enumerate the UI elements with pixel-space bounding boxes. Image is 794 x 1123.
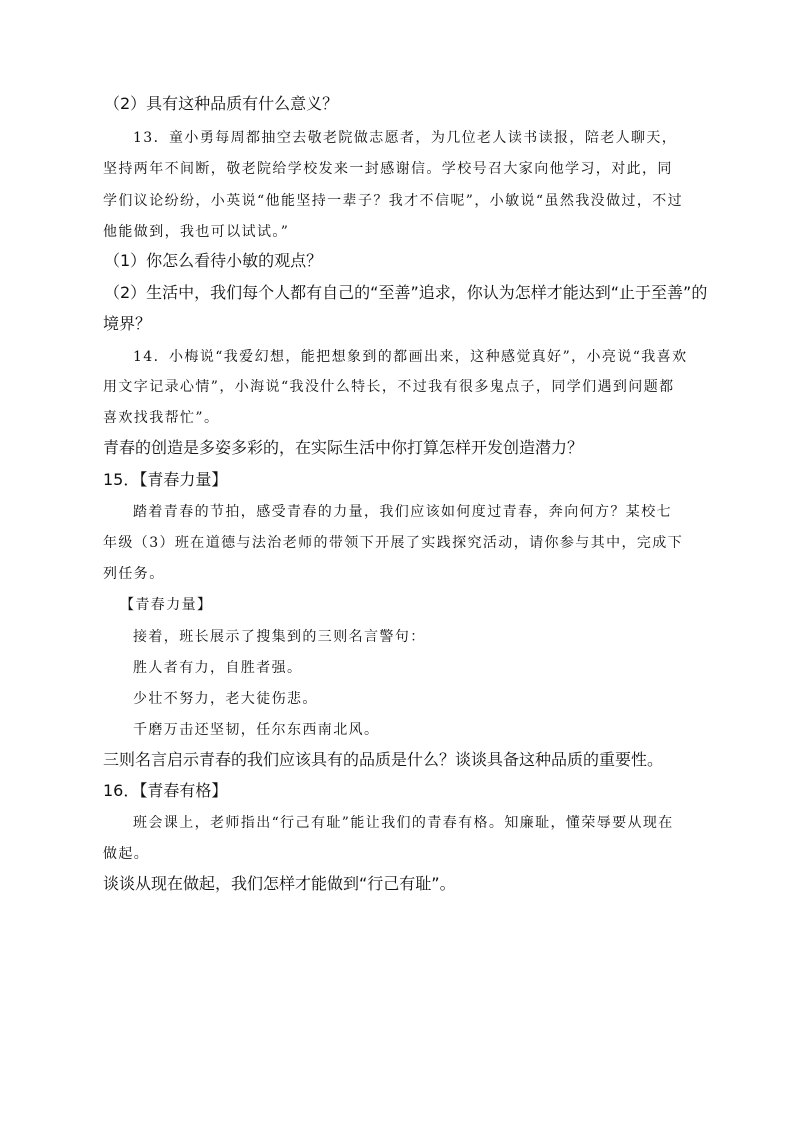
q13-line3: 学们议论纷纷，小英说“他能坚持一辈子？我才不信呢”，小敏说“虽然我没做过，不过 bbox=[103, 193, 684, 209]
q14-line1: 14．小梅说“我爱幻想，能把想象到的都画出来，这种感觉真好”，小亮说“我喜欢 bbox=[133, 349, 688, 365]
q13-sub2-line1: （2）生活中，我们每个人都有自己的“至善”追求，你认为怎样才能达到“止于至善”的 bbox=[104, 283, 708, 302]
q14-line2: 用文字记录心情”，小海说“我没什么特长，不过我有很多鬼点子，同学们遇到问题都 bbox=[103, 379, 675, 395]
q16-question: 谈谈从现在做起，我们怎样才能做到“行己有耻”。 bbox=[103, 874, 456, 893]
q15-heading: 15．【青春力量】 bbox=[103, 470, 228, 489]
q14-line3: 喜欢找我帮忙”。 bbox=[103, 410, 220, 426]
quote-3: 千磨万击还坚韧，任尔东西南北风。 bbox=[133, 722, 380, 738]
q12-sub2: （2）具有这种品质有什么意义？ bbox=[104, 94, 339, 113]
q15-line3: 列任务。 bbox=[103, 566, 165, 582]
q16-line2: 做起。 bbox=[103, 846, 150, 862]
q13-line4: 他能做到，我也可以试试。” bbox=[103, 224, 290, 240]
q13-line2: 坚持两年不间断，敬老院给学校发来一封感谢信。学校号召大家向他学习，对此，同 bbox=[103, 161, 673, 177]
q15-question: 三则名言启示青春的我们应该具有的品质是什么？谈谈具备这种品质的重要性。 bbox=[103, 750, 664, 769]
q15-line2: 年级（3）班在道德与法治老师的带领下开展了实践探究活动，请你参与其中，完成下 bbox=[103, 535, 684, 551]
q13-line1: 13．童小勇每周都抽空去敬老院做志愿者，为几位老人读书读报，陪老人聊天， bbox=[133, 130, 678, 146]
q15-section-title: 【青春力量】 bbox=[120, 597, 213, 613]
q15-line1: 踏着青春的节拍，感受青春的力量，我们应该如何度过青春，奔向何方？某校七 bbox=[133, 504, 672, 520]
q14-question: 青春的创造是多姿多彩的，在实际生活中你打算怎样开发创造潜力？ bbox=[103, 438, 584, 457]
q15-intro: 接着，班长展示了搜集到的三则名言警句： bbox=[133, 629, 426, 645]
q16-line1: 班会课上，老师指出“行己有耻”能让我们的青春有格。知廉耻，懂荣辱要从现在 bbox=[133, 815, 674, 831]
q13-sub2-line2: 境界？ bbox=[103, 314, 152, 333]
q13-sub1: （1）你怎么看待小敏的观点？ bbox=[104, 251, 323, 270]
quote-2: 少壮不努力，老大徒伤悲。 bbox=[133, 691, 318, 707]
quote-1: 胜人者有力，自胜者强。 bbox=[133, 660, 303, 676]
q16-heading: 16．【青春有格】 bbox=[103, 781, 228, 800]
